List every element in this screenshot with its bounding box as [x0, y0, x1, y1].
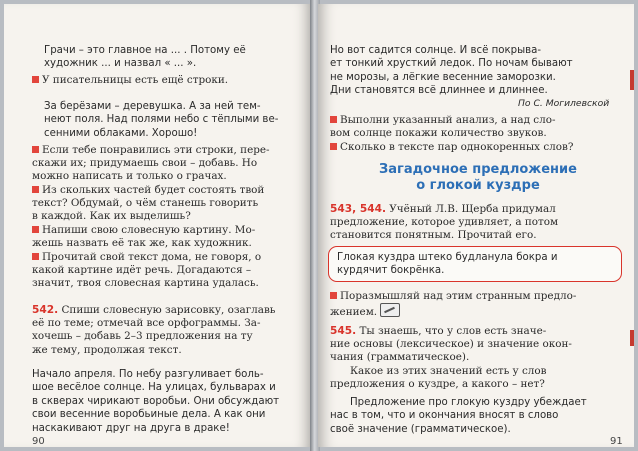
text-line: Предложение про глокую куздру убеждает [350, 397, 587, 408]
text-line: в скверах чирикают воробьи. Они обсуждают [32, 395, 280, 407]
text-line: хочешь – добавь 2–3 предложения на ту [32, 330, 253, 343]
task-1: Выполни указанный анализ, а над сло- вом солнце покажи количество звуков. [330, 114, 626, 140]
pencil-icon [380, 303, 400, 317]
task-3: Из скольких частей будет состоять твой текст? Обдумай, о чём станешь говорить в каждой. Как их выделишь? [32, 184, 308, 224]
text-line: свои весенние воробьиные дела. А как они [32, 409, 266, 421]
text-line: нас в том, что и окончания вносят в слово [330, 410, 559, 422]
text-line: её по теме; отмечай все орфограммы. За- [32, 317, 261, 330]
task-5: Прочитай свой текст дома, не говоря, о какой картине идёт речь. Догадаются – значит, твоя словесная картина удалась. [32, 251, 308, 291]
text-line: можно написать и только о грачах. [32, 170, 227, 183]
text-line: ет тонкий хрусткий ледок. По ночам бывают [330, 58, 573, 70]
text-line: художник ... и назвал « ... ». [44, 58, 197, 70]
text-line: Начало апреля. По небу разгуливает боль- [32, 369, 264, 380]
text-line: ние основы (лексическое) и значение окон- [330, 338, 572, 351]
page-number: 91 [610, 436, 623, 447]
text-line: Но вот садится солнце. И всё покрыва- [330, 45, 542, 56]
exercise-545: 545. Ты знаешь, что у слов есть значе- ние основы (лексическое) и значение окон- чания (грамматическое). Какое из этих значений есть у слов предложения о куздре, а какого – нет? [330, 325, 626, 391]
text-line: курдячит бокрёнка. [337, 265, 445, 277]
page-number: 90 [32, 436, 45, 447]
exercise-number: 545. [330, 325, 357, 337]
text-line: сенними облаками. Хорошо! [44, 127, 198, 139]
text-line: Глокая куздра штеко будланула бокра и [337, 252, 558, 263]
author: По С. Могилевской [518, 98, 610, 109]
text-line: За берёзами – деревушка. А за ней тем- [44, 101, 261, 112]
red-square-icon [330, 292, 337, 299]
task-4: Напиши свою словесную картину. Мо- жешь назвать её так же, как художник. [32, 224, 308, 250]
red-square-icon [32, 226, 39, 233]
kuzdra-frame [328, 246, 622, 282]
text-line: становится понятным. Прочитай его. [330, 229, 537, 242]
exercise-number: 543, 544. [330, 203, 386, 215]
text-line: же тему, продолжая текст. [32, 343, 182, 356]
text-542 [32, 368, 308, 435]
text-line: текст? Обдумай, о чём станешь говорить [32, 197, 259, 210]
text-line: не морозы, а лёгкие весенние заморозки. [330, 71, 556, 83]
task-2: Если тебе понравились эти строки, пере- скажи их; придумаешь свои – добавь. Но можно написать и только о грачах. [32, 144, 308, 184]
red-square-icon [32, 146, 39, 153]
text-line: скажи их; придумаешь свои – добавь. Но [32, 157, 258, 170]
text-top [330, 44, 626, 98]
text-line: жешь назвать её так же, как художник. [32, 237, 252, 250]
text-line: Дни становятся всё длиннее и длиннее. [330, 85, 548, 97]
red-square-icon [330, 116, 337, 123]
text-line: в каждой. Как их выделишь? [32, 210, 191, 223]
section-heading: Загадочное предложение о глокой куздре [379, 162, 577, 193]
right-page [318, 4, 634, 447]
text-line: своё значение (грамматическое). [330, 423, 511, 435]
text-line: наскакивают друг на друга в драке! [32, 422, 230, 434]
text-line: неют поля. Над полями небо с тёплыми ве- [44, 114, 279, 126]
text-line: предложение, которое удивляет, а потом [330, 216, 559, 229]
task-3: Поразмышляй над этим странным предло- жением. [330, 290, 577, 319]
red-square-icon [32, 76, 39, 83]
text-line: предложения о куздре, а какого – нет? [330, 377, 545, 390]
text-line: Какое из этих значений есть у слов [350, 364, 547, 377]
edge-marker [630, 70, 634, 90]
exercise-543: 543, 544. Учёный Л.В. Щерба придумал предложение, которое удивляет, а потом становится понятным. Прочитай его. [330, 203, 626, 243]
text-line: значит, твоя словесная картина удалась. [32, 277, 259, 290]
red-square-icon [330, 143, 337, 150]
text-line: какой картине идёт речь. Догадаются – [32, 264, 252, 277]
left-page [4, 4, 312, 447]
text-line: вом солнце покажи количество звуков. [330, 127, 547, 140]
edge-marker [630, 330, 634, 346]
task-1: У писательницы есть ещё строки. [32, 74, 304, 87]
text-bottom [330, 396, 626, 436]
task-2: Сколько в тексте пар однокоренных слов? [330, 141, 626, 154]
exercise-542: 542. Спиши словесную зарисовку, озаглавь её по теме; отмечай все орфограммы. За- хочешь – добавь 2–3 предложения на ту же тему, продолжая текст. [32, 304, 308, 357]
lines-1 [44, 44, 304, 71]
exercise-number: 542. [32, 304, 59, 316]
red-square-icon [32, 186, 39, 193]
text-line: Грачи – это главное на ... . Потому её [44, 45, 246, 56]
text-line: шое весёлое солнце. На улицах, бульварах и [32, 382, 276, 394]
text-line: чания (грамматическое). [330, 351, 470, 364]
poem [44, 100, 306, 140]
red-square-icon [32, 253, 39, 260]
